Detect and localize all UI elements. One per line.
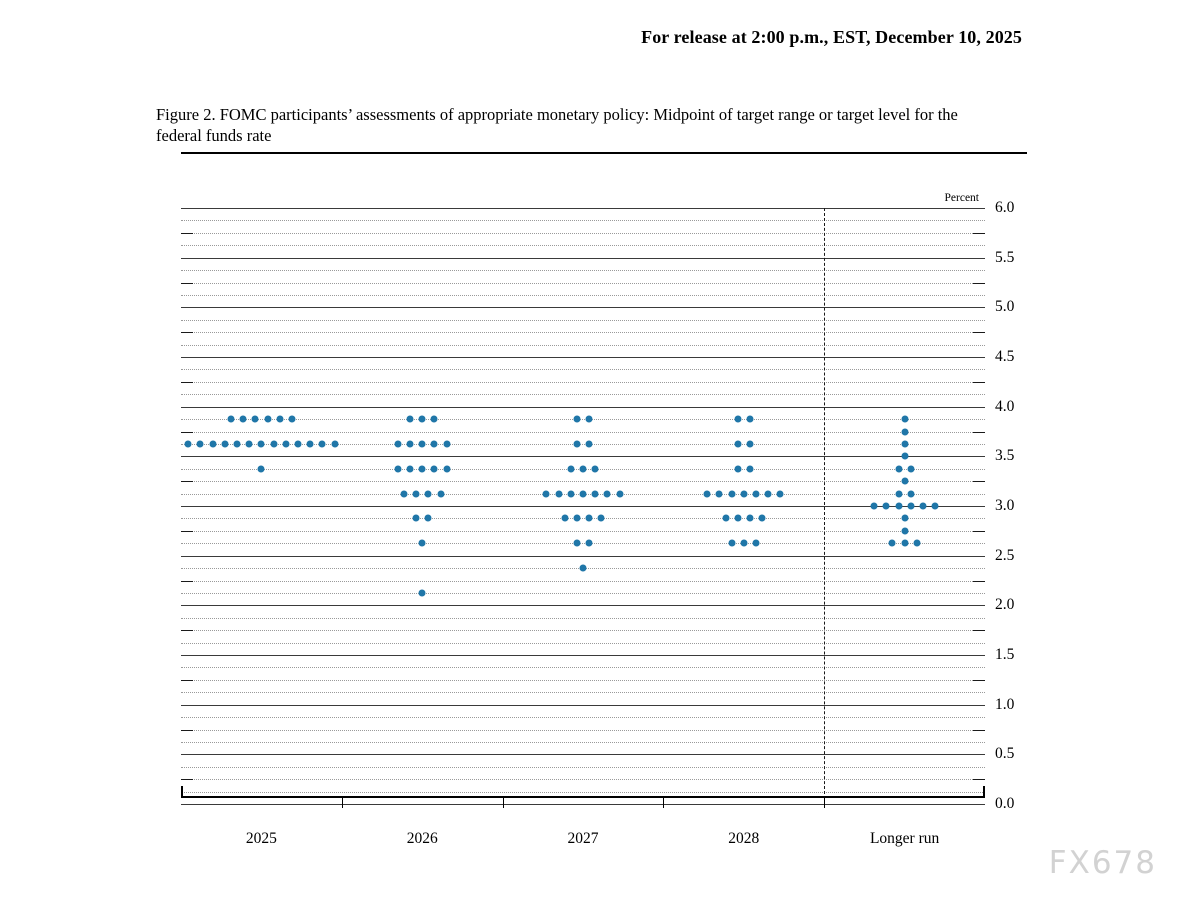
data-dot xyxy=(907,490,914,497)
gridline-minor xyxy=(181,692,985,693)
gridline-minor xyxy=(181,543,985,544)
data-dot xyxy=(197,440,204,447)
percent-axis-label: Percent xyxy=(944,192,979,204)
data-dot xyxy=(901,527,908,534)
data-dot xyxy=(740,540,747,547)
data-dot xyxy=(765,490,772,497)
data-dot xyxy=(567,465,574,472)
data-dot xyxy=(567,490,574,497)
data-dot xyxy=(734,416,741,423)
gridline-minor xyxy=(181,220,985,221)
y-tick-right xyxy=(973,531,985,532)
gridline-minor xyxy=(181,394,985,395)
y-tick-left xyxy=(181,481,193,482)
data-dot xyxy=(777,490,784,497)
y-axis-label: 4.5 xyxy=(995,348,1015,365)
data-dot xyxy=(580,490,587,497)
gridline-minor xyxy=(181,432,985,433)
data-dot xyxy=(407,465,414,472)
data-dot xyxy=(728,540,735,547)
data-dot xyxy=(270,440,277,447)
x-axis-label: 2025 xyxy=(245,830,277,847)
x-axis-line xyxy=(181,796,985,798)
data-dot xyxy=(431,465,438,472)
y-tick-left xyxy=(181,581,193,582)
y-tick-left xyxy=(181,730,193,731)
y-tick-left xyxy=(181,531,193,532)
y-tick-left xyxy=(181,382,193,383)
y-tick-right xyxy=(973,332,985,333)
gridline-major xyxy=(181,705,985,706)
data-dot xyxy=(425,490,432,497)
gridline-minor xyxy=(181,270,985,271)
data-dot xyxy=(746,515,753,522)
data-dot xyxy=(901,440,908,447)
x-axis-tick xyxy=(824,798,825,808)
data-dot xyxy=(907,503,914,510)
caption-divider xyxy=(181,152,1027,154)
y-axis-label: 3.0 xyxy=(995,497,1015,514)
data-dot xyxy=(400,490,407,497)
data-dot xyxy=(598,515,605,522)
gridline-minor xyxy=(181,283,985,284)
data-dot xyxy=(258,440,265,447)
gridline-minor xyxy=(181,481,985,482)
gridline-minor xyxy=(181,345,985,346)
y-axis-label: 2.0 xyxy=(995,596,1015,614)
data-dot xyxy=(913,540,920,547)
data-dot xyxy=(573,416,580,423)
data-dot xyxy=(209,440,216,447)
data-dot xyxy=(419,465,426,472)
x-axis-right-cap xyxy=(983,786,985,796)
gridline-minor xyxy=(181,531,985,532)
y-tick-right xyxy=(973,680,985,681)
data-dot xyxy=(746,416,753,423)
data-dot xyxy=(728,490,735,497)
data-dot xyxy=(704,490,711,497)
data-dot xyxy=(288,416,295,423)
y-axis-label: 5.0 xyxy=(995,298,1015,316)
y-axis-label: 0.0 xyxy=(995,795,1015,812)
x-axis-tick xyxy=(503,798,504,808)
gridline-minor xyxy=(181,680,985,681)
data-dot xyxy=(443,440,450,447)
gridline-major xyxy=(181,357,985,358)
gridline-minor xyxy=(181,730,985,731)
data-dot xyxy=(734,515,741,522)
y-tick-right xyxy=(973,630,985,631)
data-dot xyxy=(901,540,908,547)
data-dot xyxy=(307,440,314,447)
data-dot xyxy=(282,440,289,447)
y-tick-right xyxy=(973,581,985,582)
data-dot xyxy=(234,440,241,447)
y-tick-left xyxy=(181,233,193,234)
data-dot xyxy=(407,440,414,447)
y-tick-right xyxy=(973,382,985,383)
data-dot xyxy=(319,440,326,447)
y-tick-left xyxy=(181,332,193,333)
data-dot xyxy=(586,515,593,522)
gridline-minor xyxy=(181,667,985,668)
y-tick-left xyxy=(181,680,193,681)
gridline-minor xyxy=(181,779,985,780)
data-dot xyxy=(746,465,753,472)
data-dot xyxy=(592,465,599,472)
data-dot xyxy=(419,440,426,447)
data-dot xyxy=(258,465,265,472)
y-tick-left xyxy=(181,779,193,780)
gridline-minor xyxy=(181,369,985,370)
y-axis-label: 0.5 xyxy=(995,745,1015,763)
gridline-minor xyxy=(181,518,985,519)
longer-run-separator xyxy=(824,208,825,804)
data-dot xyxy=(592,490,599,497)
data-dot xyxy=(543,490,550,497)
data-dot xyxy=(753,490,760,497)
data-dot xyxy=(185,440,192,447)
y-tick-right xyxy=(973,283,985,284)
data-dot xyxy=(394,465,401,472)
data-dot xyxy=(901,515,908,522)
data-dot xyxy=(561,515,568,522)
data-dot xyxy=(419,416,426,423)
gridline-major xyxy=(181,556,985,557)
figure-caption: Figure 2. FOMC participants’ assessments of appropriate monetary policy: Midpoint of target range or target level for the federal funds rate xyxy=(156,105,958,145)
data-dot xyxy=(437,490,444,497)
data-dot xyxy=(573,440,580,447)
y-axis-label: 2.5 xyxy=(995,546,1015,564)
data-dot xyxy=(555,490,562,497)
data-dot xyxy=(616,490,623,497)
data-dot xyxy=(753,540,760,547)
y-tick-left xyxy=(181,630,193,631)
gridline-minor xyxy=(181,630,985,631)
data-dot xyxy=(907,465,914,472)
x-axis-label: 2027 xyxy=(567,830,599,847)
gridline-minor xyxy=(181,792,985,793)
y-axis-label: 3.5 xyxy=(995,447,1015,465)
gridline-major xyxy=(181,754,985,755)
release-notice: For release at 2:00 p.m., EST, December 10, 2025 xyxy=(641,27,1022,47)
y-tick-left xyxy=(181,432,193,433)
data-dot xyxy=(394,440,401,447)
data-dot xyxy=(295,440,302,447)
x-axis-tick xyxy=(342,798,343,808)
gridline-minor xyxy=(181,332,985,333)
y-tick-right xyxy=(973,730,985,731)
dot-plot xyxy=(181,192,1015,812)
data-dot xyxy=(407,416,414,423)
y-tick-right xyxy=(973,481,985,482)
data-dot xyxy=(276,416,283,423)
y-tick-right xyxy=(973,432,985,433)
data-dot xyxy=(883,503,890,510)
gridline-major xyxy=(181,655,985,656)
gridline-major xyxy=(181,456,985,457)
data-dot xyxy=(227,416,234,423)
gridline-minor xyxy=(181,717,985,718)
x-axis-label: Longer run xyxy=(869,830,940,847)
data-dot xyxy=(580,465,587,472)
y-axis-label: 5.5 xyxy=(995,248,1015,266)
gridline-major xyxy=(181,258,985,259)
gridline-major xyxy=(181,208,985,209)
data-dot xyxy=(413,490,420,497)
data-dot xyxy=(716,490,723,497)
data-dot xyxy=(419,589,426,596)
data-dot xyxy=(871,503,878,510)
data-dot xyxy=(573,515,580,522)
gridline-minor xyxy=(181,320,985,321)
data-dot xyxy=(932,503,939,510)
y-axis-label: 1.5 xyxy=(995,646,1015,663)
gridline-major xyxy=(181,506,985,507)
data-dot xyxy=(722,515,729,522)
data-dot xyxy=(264,416,271,423)
data-dot xyxy=(895,465,902,472)
gridline-minor xyxy=(181,618,985,619)
data-dot xyxy=(746,440,753,447)
x-axis-label: 2028 xyxy=(728,830,760,847)
gridline-minor xyxy=(181,382,985,383)
data-dot xyxy=(901,416,908,423)
data-dot xyxy=(586,540,593,547)
gridline-minor xyxy=(181,419,985,420)
y-axis-label: 6.0 xyxy=(995,199,1015,216)
data-dot xyxy=(573,540,580,547)
gridline-major xyxy=(181,407,985,408)
y-axis-label: 4.0 xyxy=(995,397,1015,415)
data-dot xyxy=(425,515,432,522)
data-dot xyxy=(443,465,450,472)
x-axis-label: 2026 xyxy=(406,830,438,847)
data-dot xyxy=(895,490,902,497)
y-axis-label: 1.0 xyxy=(995,695,1015,713)
data-dot xyxy=(586,416,593,423)
data-dot xyxy=(919,503,926,510)
data-dot xyxy=(604,490,611,497)
data-dot xyxy=(734,440,741,447)
data-dot xyxy=(901,478,908,485)
gridline-minor xyxy=(181,245,985,246)
data-dot xyxy=(901,428,908,435)
y-tick-right xyxy=(973,233,985,234)
gridline-minor xyxy=(181,581,985,582)
data-dot xyxy=(759,515,766,522)
gridline-minor xyxy=(181,233,985,234)
data-dot xyxy=(895,503,902,510)
data-dot xyxy=(413,515,420,522)
data-dot xyxy=(221,440,228,447)
data-dot xyxy=(252,416,259,423)
x-axis-left-cap xyxy=(181,786,183,796)
gridline-minor xyxy=(181,295,985,296)
y-tick-left xyxy=(181,283,193,284)
gridline-major xyxy=(181,605,985,606)
x-axis-tick xyxy=(663,798,664,808)
y-tick-right xyxy=(973,779,985,780)
gridline-major xyxy=(181,307,985,308)
watermark: FX678 xyxy=(1048,845,1157,881)
data-dot xyxy=(586,440,593,447)
data-dot xyxy=(889,540,896,547)
gridline-minor xyxy=(181,767,985,768)
data-dot xyxy=(240,416,247,423)
gridline-minor xyxy=(181,593,985,594)
data-dot xyxy=(740,490,747,497)
gridline-minor xyxy=(181,643,985,644)
data-dot xyxy=(419,540,426,547)
data-dot xyxy=(431,440,438,447)
data-dot xyxy=(331,440,338,447)
data-dot xyxy=(246,440,253,447)
gridline-minor xyxy=(181,444,985,445)
data-dot xyxy=(901,453,908,460)
data-dot xyxy=(734,465,741,472)
data-dot xyxy=(580,565,587,572)
data-dot xyxy=(431,416,438,423)
gridline-minor xyxy=(181,742,985,743)
gridline-major xyxy=(181,804,985,805)
